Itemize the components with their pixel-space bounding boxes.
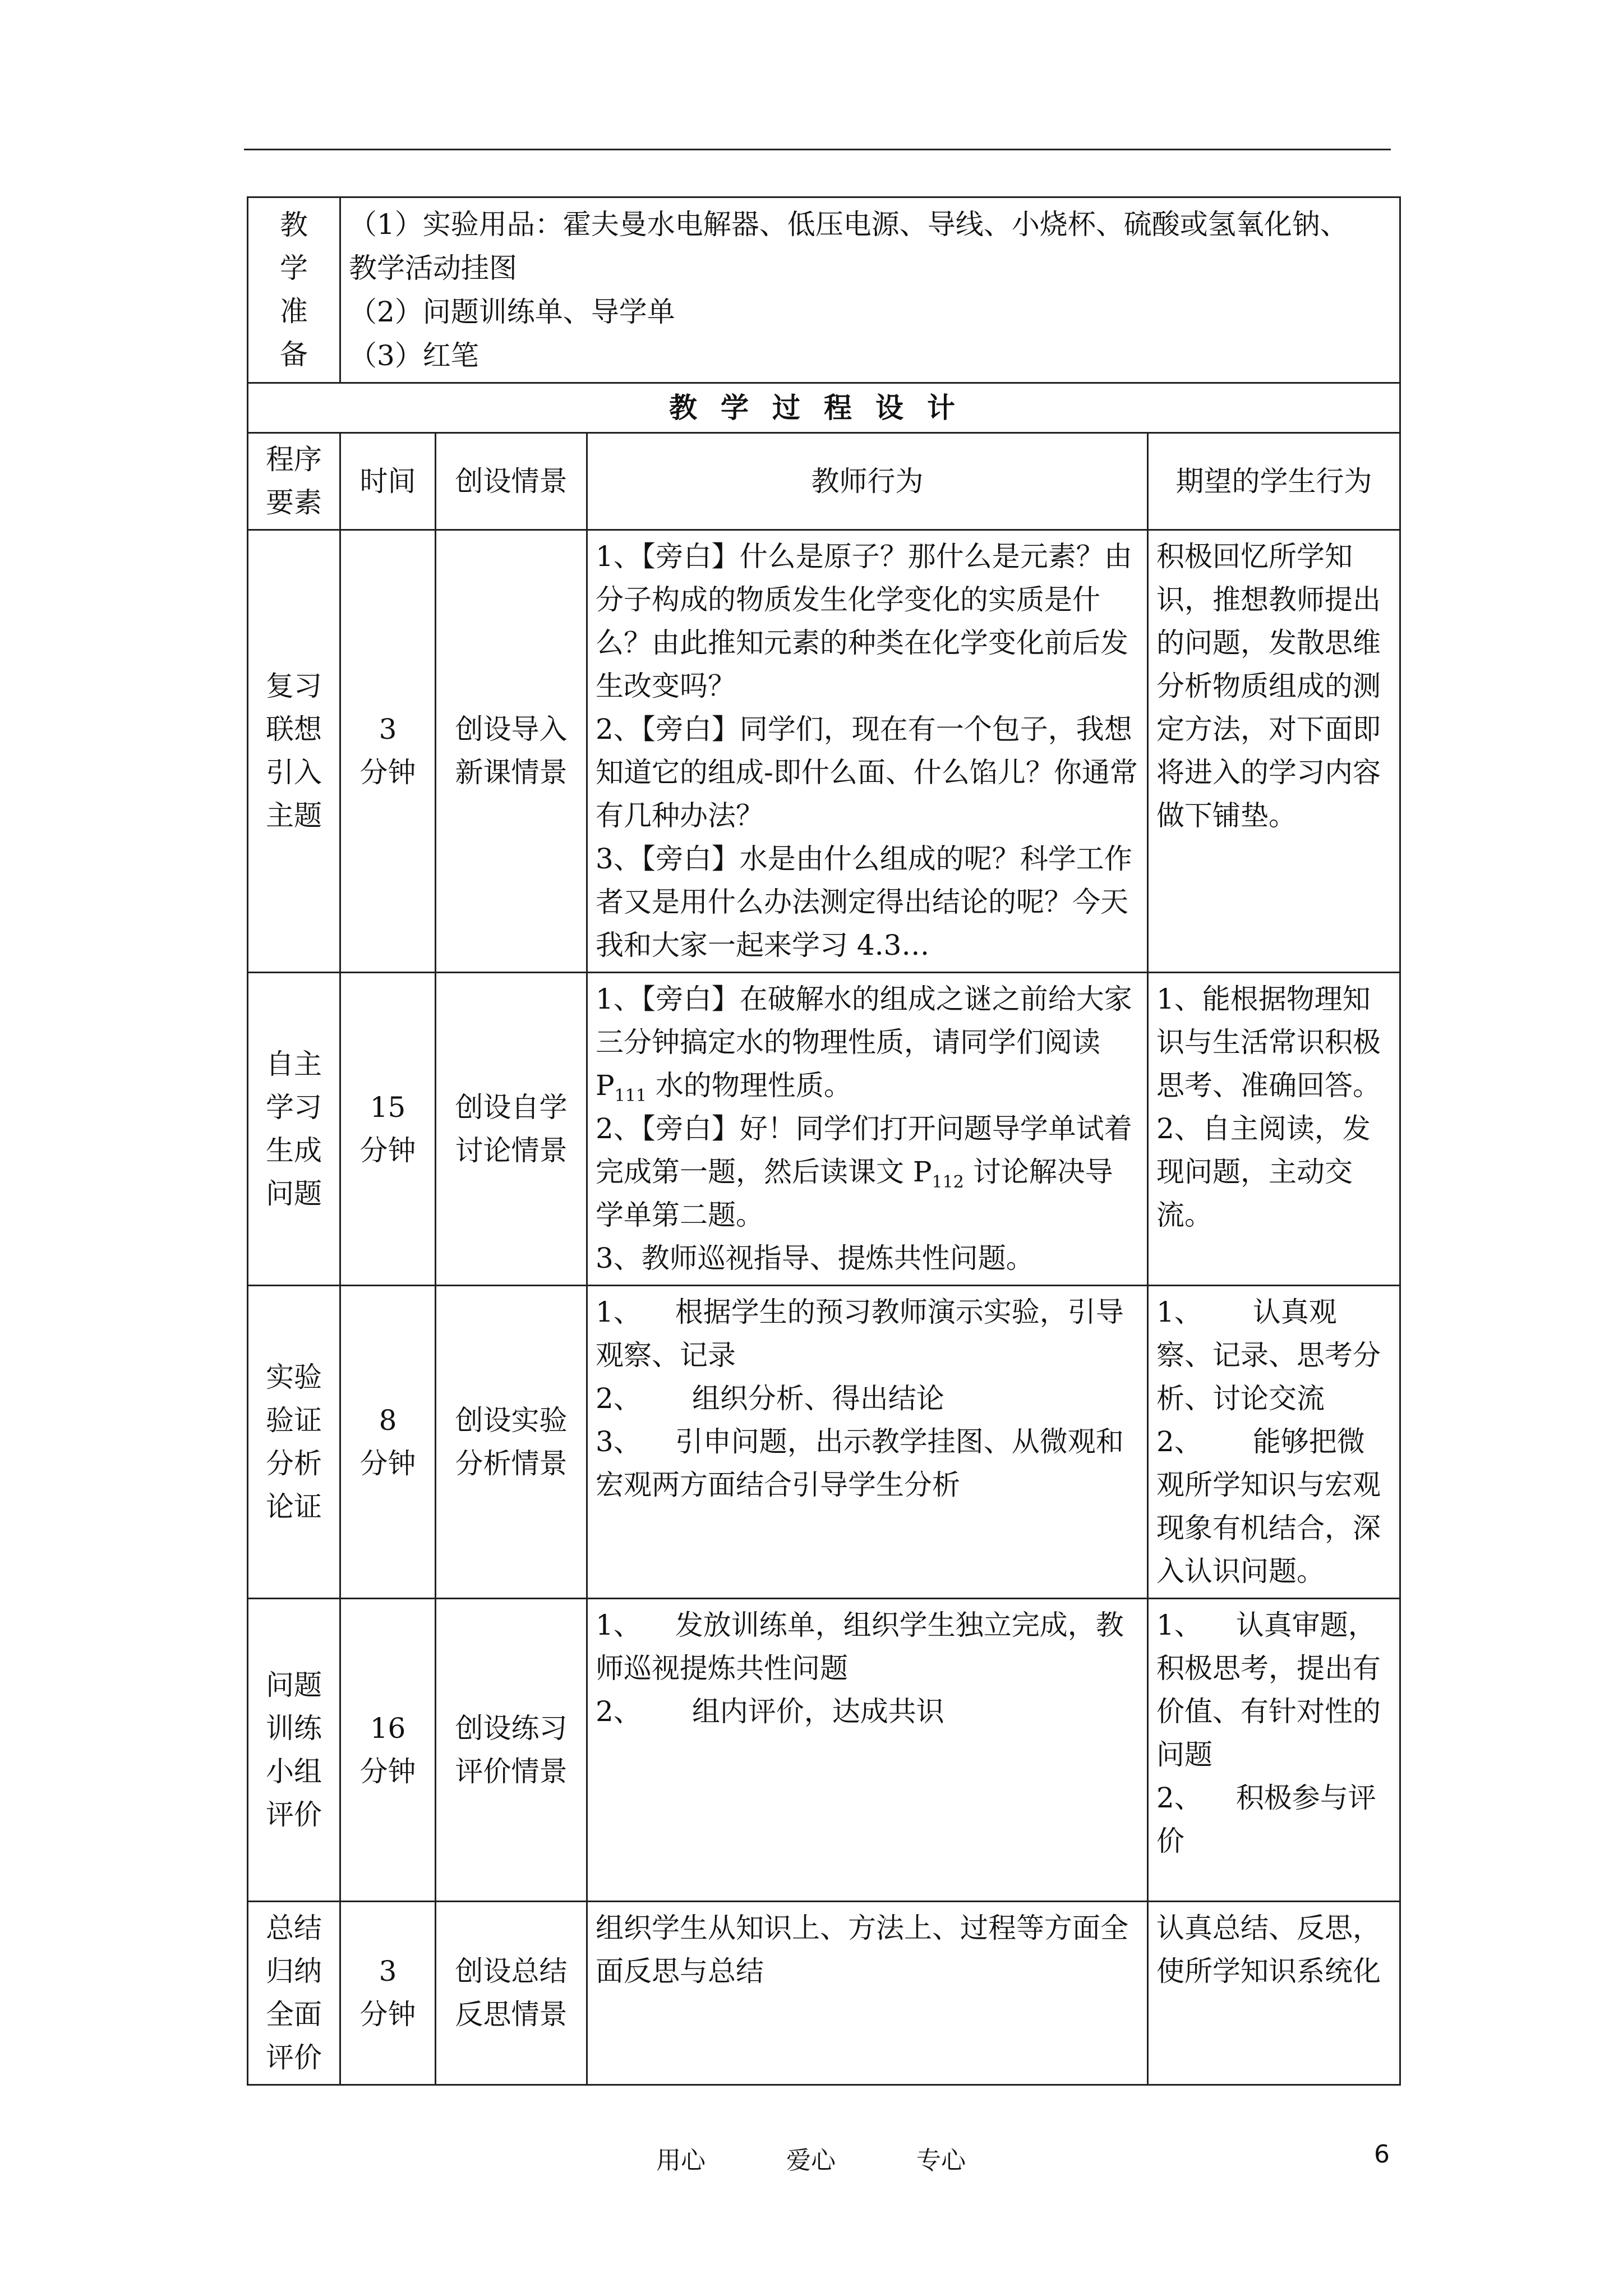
teacher-paragraph: 1、【旁白】在破解水的组成之谜之前给大家三分钟搞定水的物理性质，请同学们阅读 $P_{111}$ 水的物理性质。 xyxy=(596,983,1132,1106)
student-paragraph: 2、自主阅读，发现问题，主动交流。 xyxy=(1156,1112,1371,1231)
header-scene: 创设情景 xyxy=(436,433,587,530)
header-row xyxy=(248,433,1400,530)
prep-line: （3）红笔 xyxy=(349,339,479,372)
time-cell: 3 分钟 xyxy=(340,530,436,973)
teacher-paragraph: 1、【旁白】什么是原子？那什么是元素？由分子构成的物质发生化学变化的实质是什么？由此推知元素的种类在化学变化前后发生改变吗？ xyxy=(596,540,1132,702)
table-row xyxy=(248,1902,1400,2085)
student-list-item: 1、 认真审题，积极思考，提出有价值、有针对性的问题 xyxy=(1156,1609,1381,1771)
prep-line: （1）实验用品：霍夫曼水电解器、低压电源、导线、小烧杯、硫酸或氢氧化钠、 xyxy=(349,208,1348,241)
student-list-item: 2、 能够把微观所学知识与宏观现象有机结合，深入认识问题。 xyxy=(1156,1425,1381,1588)
teacher-paragraph: 3、【旁白】水是由什么组成的呢？科学工作者又是用什么办法测定得出结论的呢？今天我和大家一起来学习 4.3… xyxy=(596,843,1132,961)
header-student: 期望的学生行为 xyxy=(1148,433,1400,530)
table-row xyxy=(248,1599,1400,1902)
prep-content xyxy=(340,197,1400,383)
student-list-item: 1、 认真观察、记录、思考分析、讨论交流 xyxy=(1156,1296,1381,1415)
teacher-list-item: 1、 根据学生的预习教师演示实验，引导观察、记录 xyxy=(596,1296,1124,1372)
section-title: 教学过程设计 xyxy=(248,383,1400,433)
student-list-item: 2、 积极参与评价 xyxy=(1156,1782,1376,1857)
prep-line: （2）问题训练单、导学单 xyxy=(349,296,675,328)
footer-motto xyxy=(656,2140,1039,2176)
teacher-list-item: 2、 组织分析、得出结论 xyxy=(596,1382,944,1415)
scene-cell: 创设自学 讨论情景 xyxy=(436,973,587,1286)
procedure-cell: 问题 训练 小组 评价 xyxy=(248,1599,340,1902)
page-number: 6 xyxy=(1374,2140,1390,2169)
footer-item: 爱心 xyxy=(786,2146,836,2175)
table-row xyxy=(248,530,1400,973)
footer-item: 用心 xyxy=(656,2146,706,2175)
student-paragraph: 1、能根据物理知识与生活常识积极思考、准确回答。 xyxy=(1156,983,1381,1102)
header-rule xyxy=(244,149,1391,150)
scene-cell: 创设总结 反思情景 xyxy=(436,1902,587,2085)
prep-line: 教学活动挂图 xyxy=(349,252,517,284)
scene-cell: 创设实验 分析情景 xyxy=(436,1286,587,1599)
student-paragraph: 积极回忆所学知识，推想教师提出的问题，发散思维分析物质组成的测定方法，对下面即将进入的学习内容做下铺垫。 xyxy=(1156,540,1381,832)
teacher-cell xyxy=(587,973,1148,1286)
procedure-cell: 总结 归纳 全面 评价 xyxy=(248,1902,340,2085)
time-cell: 16 分钟 xyxy=(340,1599,436,1902)
student-cell xyxy=(1148,1286,1400,1599)
time-cell: 15 分钟 xyxy=(340,973,436,1286)
scene-cell: 创设练习 评价情景 xyxy=(436,1599,587,1902)
prep-row xyxy=(248,197,1400,383)
teacher-list-item: 1、 发放训练单，组织学生独立完成，教师巡视提炼共性问题 xyxy=(596,1609,1124,1685)
section-title-row xyxy=(248,383,1400,433)
teacher-paragraph: 组织学生从知识上、方法上、过程等方面全面反思与总结 xyxy=(596,1912,1128,1987)
lesson-plan-table xyxy=(247,196,1401,2086)
student-cell xyxy=(1148,530,1400,973)
time-cell: 8 分钟 xyxy=(340,1286,436,1599)
teacher-paragraph: 2、【旁白】好！同学们打开问题导学单试着完成第一题，然后读课文 $P_{112}$ 讨论解决导学单第二题。 xyxy=(596,1112,1132,1231)
student-cell xyxy=(1148,973,1400,1286)
header-procedure: 程序 要素 xyxy=(248,433,340,530)
prep-label: 教 学 准 备 xyxy=(248,197,340,383)
teacher-paragraph: 2、【旁白】同学们，现在有一个包子，我想知道它的组成-即什么面、什么馅儿？你通常有几种办法？ xyxy=(596,713,1138,832)
teacher-cell xyxy=(587,1599,1148,1902)
teacher-list-item: 3、 引申问题，出示教学挂图、从微观和宏观两方面结合引导学生分析 xyxy=(596,1425,1124,1501)
footer-item: 专心 xyxy=(916,2146,966,2175)
procedure-cell: 自主 学习 生成 问题 xyxy=(248,973,340,1286)
student-cell xyxy=(1148,1599,1400,1902)
teacher-list-item: 2、 组内评价，达成共识 xyxy=(596,1695,944,1728)
procedure-cell: 实验 验证 分析 论证 xyxy=(248,1286,340,1599)
scene-cell: 创设导入 新课情景 xyxy=(436,530,587,973)
teacher-paragraph: 3、教师巡视指导、提炼共性问题。 xyxy=(596,1242,1034,1274)
student-cell xyxy=(1148,1902,1400,2085)
student-paragraph: 认真总结、反思，使所学知识系统化 xyxy=(1156,1912,1381,1987)
teacher-cell xyxy=(587,1902,1148,2085)
procedure-cell: 复习 联想 引入 主题 xyxy=(248,530,340,973)
table-row xyxy=(248,973,1400,1286)
teacher-cell xyxy=(587,1286,1148,1599)
teacher-cell xyxy=(587,530,1148,973)
table-row xyxy=(248,1286,1400,1599)
time-cell: 3 分钟 xyxy=(340,1902,436,2085)
header-teacher: 教师行为 xyxy=(587,433,1148,530)
header-time: 时间 xyxy=(340,433,436,530)
